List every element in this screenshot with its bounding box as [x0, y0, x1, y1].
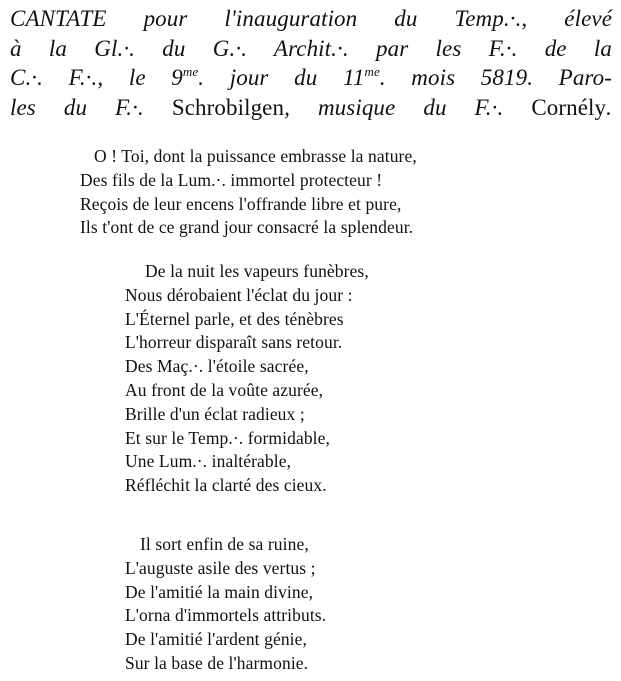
heading-line-4: [10, 93, 612, 123]
stanza-2: [0, 260, 621, 498]
verse-line: L'orna d'immortels attributs.: [125, 605, 327, 626]
verse-line: L'auguste asile des vertus ;: [125, 557, 316, 578]
stanza-3: [0, 533, 621, 676]
verse-line: Ils t'ont de ce grand jour consacré la splendeur.: [80, 217, 414, 238]
cantata-heading: [10, 4, 612, 122]
verse-line: Des fils de la Lum.·. immortel protecteur !: [80, 169, 383, 190]
verse-line: De la nuit les vapeurs funèbres,: [145, 261, 369, 281]
verse-line: Au front de la voûte azurée,: [125, 379, 324, 400]
verse-line: O ! Toi, dont la puissance embrasse la nature,: [94, 146, 417, 166]
verse-line: De l'amitié l'ardent génie,: [125, 629, 307, 650]
verse-line: Et sur le Temp.·. formidable,: [125, 427, 330, 448]
verse-line: Brille d'un éclat radieux ;: [125, 403, 305, 424]
heading-superscript: me: [364, 64, 380, 79]
verse-line: Sur la base de l'harmonie.: [125, 652, 309, 673]
stanza-1: [0, 145, 621, 240]
verse-line: L'horreur disparaît sans retour.: [125, 332, 343, 353]
composer-name: Cornély: [531, 94, 607, 120]
heading-superscript: me: [182, 64, 199, 79]
verse-line: Une Lum.·. inaltérable,: [125, 451, 292, 472]
heading-text: . jour du 11: [198, 65, 365, 90]
heading-line-3: [10, 63, 612, 93]
verse-line: Réfléchit la clarté des cieux.: [125, 475, 327, 496]
heading-text: . mois 5819. Paro-: [379, 65, 612, 90]
heading-line-1: [10, 4, 612, 34]
heading-text: pour l'inauguration du Temp.·., élevé: [106, 6, 612, 31]
heading-text: , musique du F.·.: [284, 94, 532, 120]
verse-line: Des Maç.·. l'étoile sacrée,: [125, 356, 309, 377]
heading-line-2: [10, 34, 612, 64]
verse-line: L'Éternel parle, et des ténèbres: [125, 308, 344, 329]
heading-text: à la Gl.·. du G.·. Archit.·. par les F.·. de la: [10, 35, 612, 61]
heading-title-word: CANTATE: [10, 6, 107, 31]
verse-line: Il sort enfin de sa ruine,: [140, 534, 309, 554]
heading-text: les du F.·.: [10, 94, 172, 120]
verse-line: De l'amitié la main divine,: [125, 581, 314, 602]
heading-text: .: [606, 94, 612, 120]
heading-text: C.·. F.·., le 9: [10, 65, 183, 90]
verse-line: Nous dérobaient l'éclat du jour :: [125, 284, 353, 305]
verse-line: Reçois de leur encens l'offrande libre et pure,: [80, 193, 402, 214]
lyricist-name: Schrobilgen: [171, 94, 285, 120]
